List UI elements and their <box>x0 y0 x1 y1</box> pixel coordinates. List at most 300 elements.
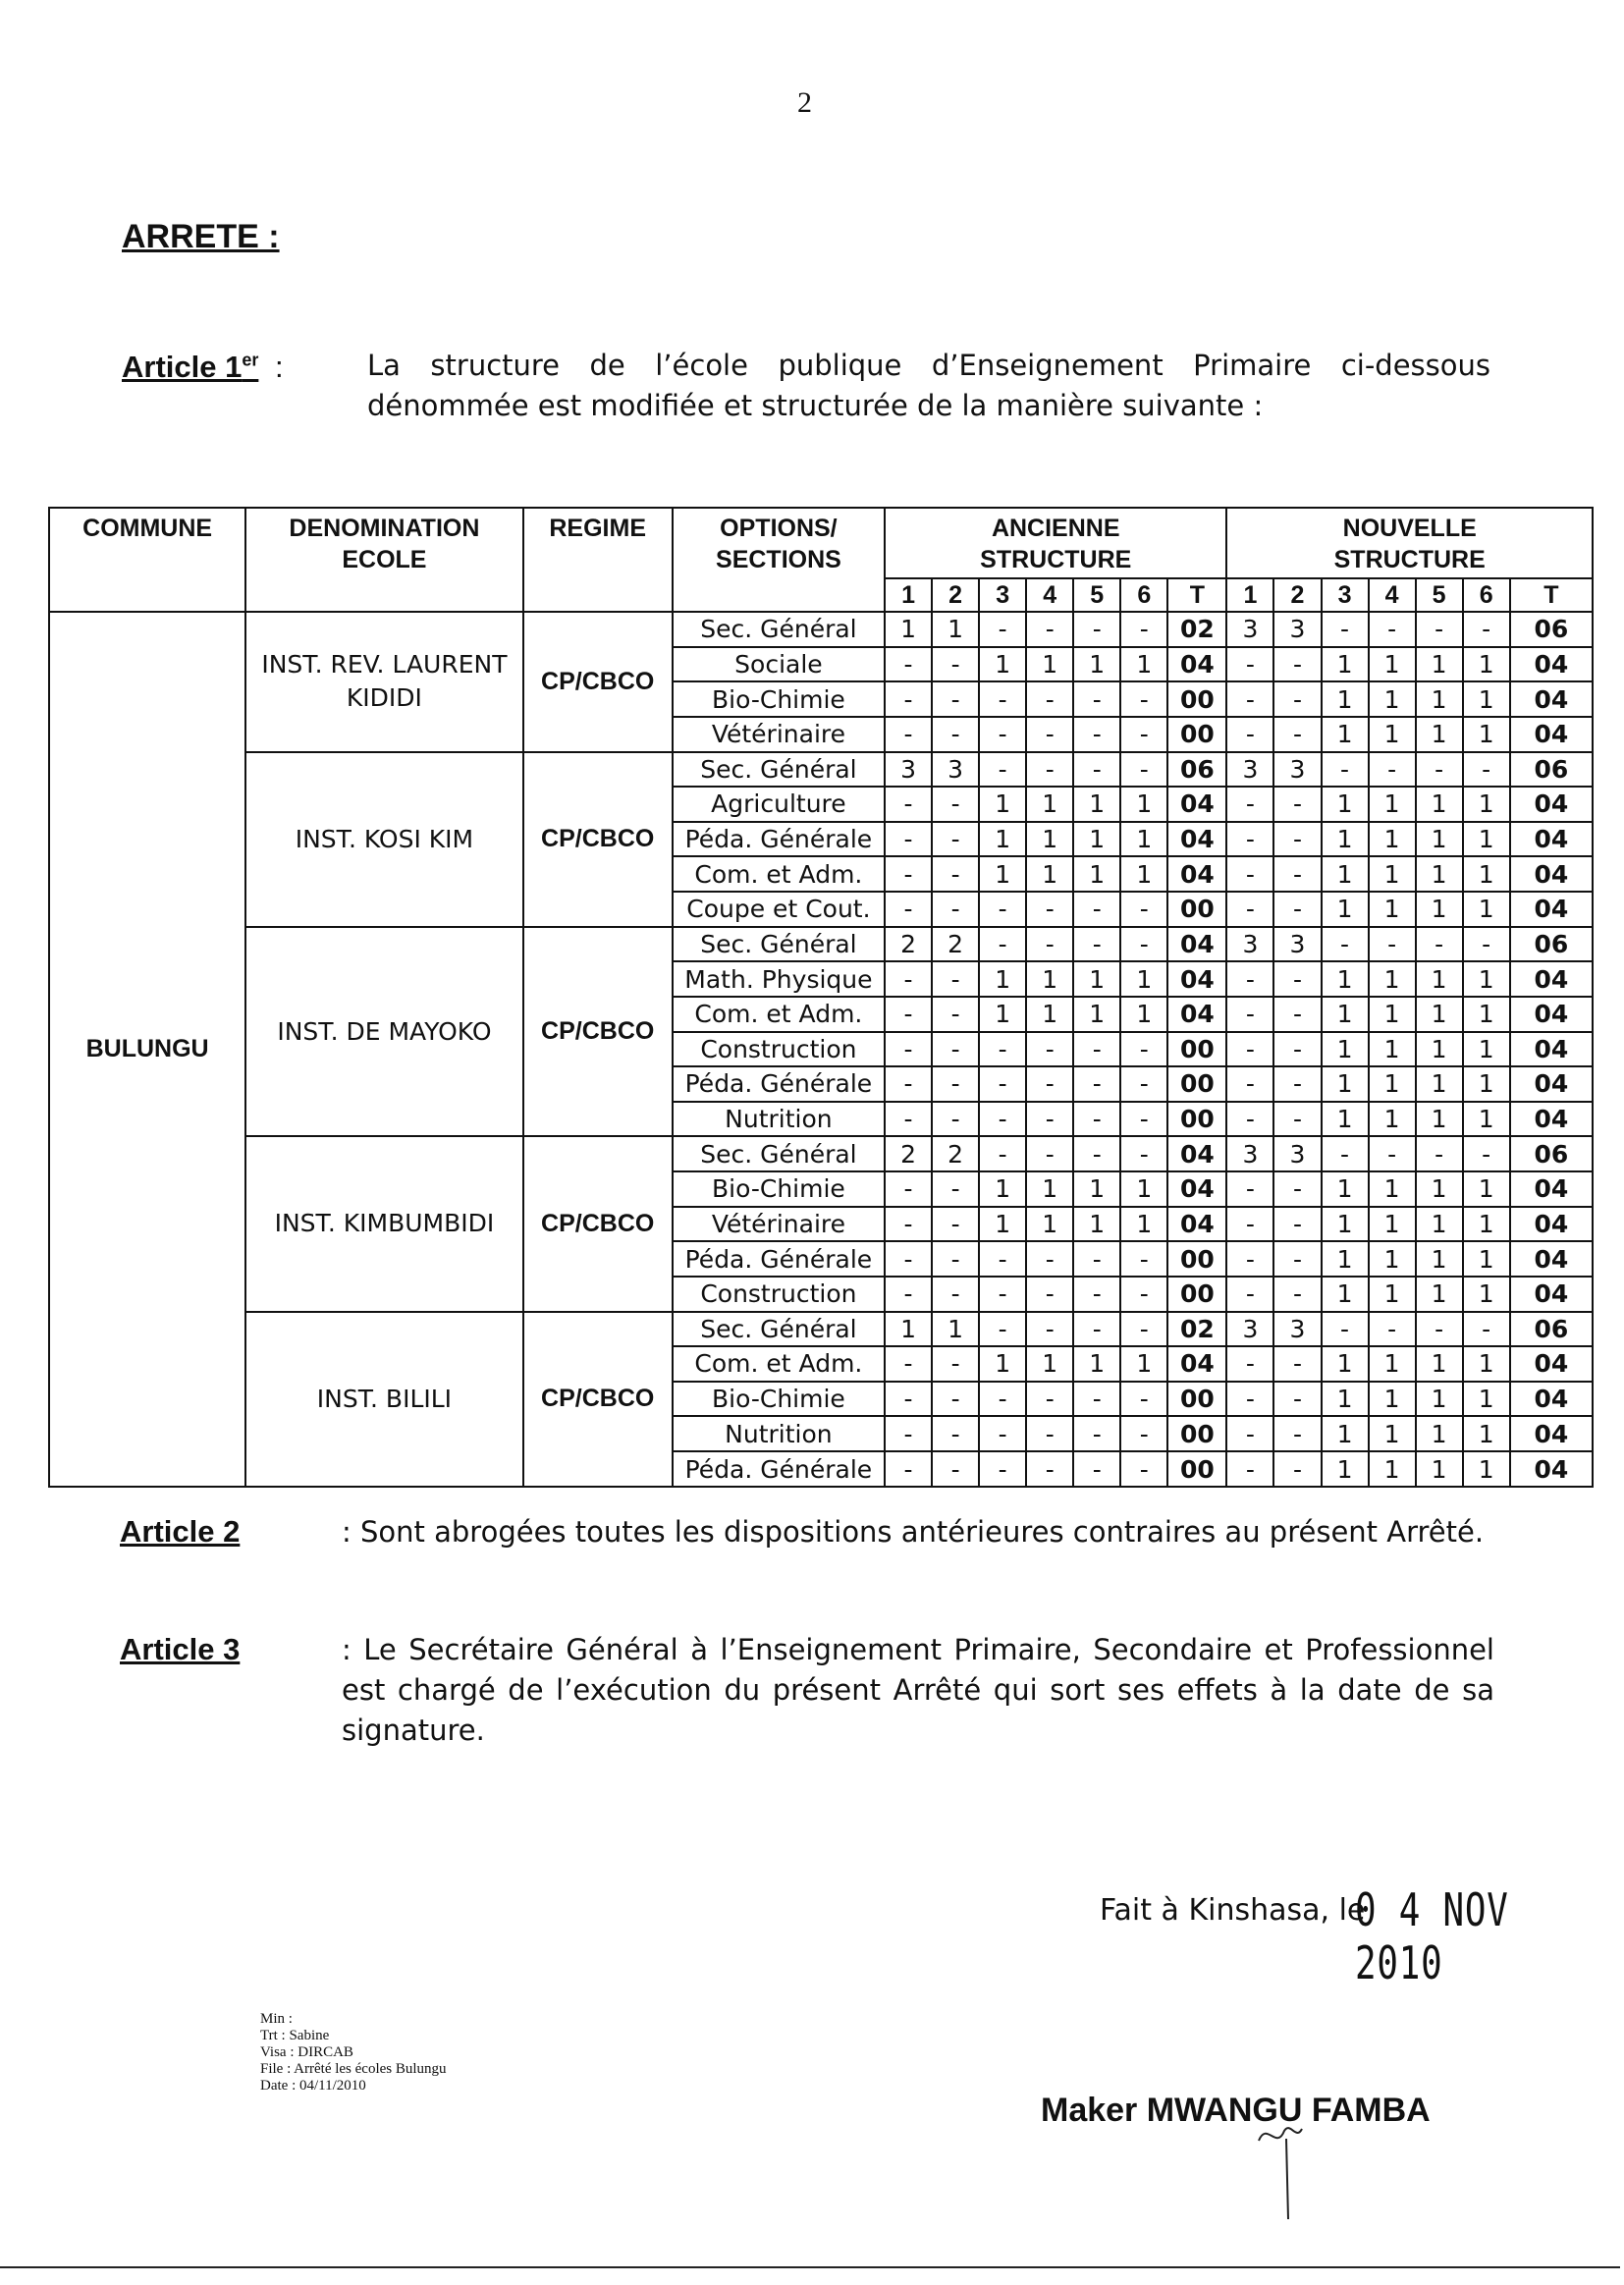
level-cell-old: - <box>885 1346 932 1382</box>
level-cell-new: 1 <box>1416 1382 1463 1417</box>
level-cell-old: - <box>885 1032 932 1067</box>
level-cell-new: 1 <box>1322 822 1369 857</box>
level-cell-old: - <box>1073 1451 1120 1487</box>
level-cell-old: 2 <box>885 927 932 962</box>
level-cell-new: 1 <box>1463 997 1510 1032</box>
level-cell-new: - <box>1416 1312 1463 1347</box>
level-cell-new: 1 <box>1416 1416 1463 1451</box>
level-header-new-t: T <box>1510 578 1593 612</box>
level-cell-old: - <box>885 1171 932 1207</box>
level-cell-old: 1 <box>1026 1171 1073 1207</box>
level-cell-new: 1 <box>1463 856 1510 892</box>
level-cell-old: - <box>1073 927 1120 962</box>
level-cell-new: 3 <box>1273 1312 1321 1347</box>
header-regime: REGIME <box>523 508 673 612</box>
level-cell-new: 1 <box>1369 1207 1416 1242</box>
level-cell-old: - <box>1026 1312 1073 1347</box>
total-cell-old: 00 <box>1167 892 1226 927</box>
level-cell-new: - <box>1273 717 1321 752</box>
level-cell-new: 1 <box>1463 892 1510 927</box>
level-cell-old: 1 <box>1120 1207 1167 1242</box>
level-cell-old: - <box>1120 612 1167 647</box>
level-cell-new: - <box>1226 997 1273 1032</box>
level-header-old-2: 2 <box>932 578 979 612</box>
signer-name: Maker MWANGU FAMBA <box>1041 2092 1431 2129</box>
level-cell-old: 1 <box>1026 856 1073 892</box>
option-cell: Vétérinaire <box>673 1207 885 1242</box>
level-cell-new: 1 <box>1463 1066 1510 1102</box>
total-cell-old: 00 <box>1167 1241 1226 1277</box>
total-cell-new: 04 <box>1510 787 1593 822</box>
level-cell-old: 1 <box>1120 856 1167 892</box>
total-cell-old: 04 <box>1167 1136 1226 1171</box>
level-cell-new: 3 <box>1226 927 1273 962</box>
level-cell-old: - <box>932 997 979 1032</box>
table-row <box>49 1136 1593 1171</box>
file-meta-line: Visa : DIRCAB <box>260 2044 353 2060</box>
level-cell-new: 1 <box>1322 1102 1369 1137</box>
total-cell-old: 00 <box>1167 717 1226 752</box>
level-cell-old: 1 <box>979 997 1026 1032</box>
level-cell-old: 1 <box>1026 647 1073 682</box>
level-header-old-1: 1 <box>885 578 932 612</box>
level-cell-old: - <box>979 1451 1026 1487</box>
level-cell-new: 1 <box>1369 1416 1416 1451</box>
article-3-label <box>120 1632 240 1667</box>
level-cell-new: - <box>1273 997 1321 1032</box>
level-cell-old: - <box>932 892 979 927</box>
total-cell-old: 00 <box>1167 1382 1226 1417</box>
level-cell-old: 2 <box>885 1136 932 1171</box>
level-cell-old: - <box>885 892 932 927</box>
total-cell-old: 04 <box>1167 927 1226 962</box>
level-cell-old: - <box>1120 927 1167 962</box>
level-cell-new: 1 <box>1463 717 1510 752</box>
level-cell-new: 1 <box>1416 856 1463 892</box>
level-cell-new: 1 <box>1369 681 1416 717</box>
level-cell-old: 3 <box>932 752 979 788</box>
level-cell-new: 1 <box>1416 1207 1463 1242</box>
level-cell-new: - <box>1273 787 1321 822</box>
regime-cell: CP/CBCO <box>523 927 673 1137</box>
level-cell-new: 3 <box>1273 1136 1321 1171</box>
total-cell-old: 04 <box>1167 1207 1226 1242</box>
level-cell-old: - <box>1120 1382 1167 1417</box>
level-cell-old: - <box>979 892 1026 927</box>
level-header-old-6: 6 <box>1120 578 1167 612</box>
total-cell-new: 04 <box>1510 1382 1593 1417</box>
level-header-new-6: 6 <box>1463 578 1510 612</box>
option-cell: Construction <box>673 1277 885 1312</box>
level-cell-old: - <box>885 1277 932 1312</box>
school-name-cell: INST. BILILI <box>245 1312 522 1488</box>
level-cell-new: - <box>1369 752 1416 788</box>
level-cell-old: - <box>1120 681 1167 717</box>
level-cell-old: - <box>1026 1451 1073 1487</box>
level-cell-new: - <box>1226 1102 1273 1137</box>
level-cell-old: 1 <box>1073 961 1120 997</box>
level-cell-new: 1 <box>1322 1241 1369 1277</box>
level-cell-old: - <box>885 1451 932 1487</box>
handwritten-signature <box>1247 2111 1326 2229</box>
level-cell-old: 1 <box>1073 1346 1120 1382</box>
article-1-colon: : <box>274 350 284 384</box>
level-cell-new: - <box>1463 1312 1510 1347</box>
level-cell-old: - <box>885 717 932 752</box>
school-name-cell: INST. DE MAYOKO <box>245 927 522 1137</box>
level-cell-new: 1 <box>1369 1382 1416 1417</box>
total-cell-new: 04 <box>1510 822 1593 857</box>
level-cell-old: - <box>1120 1451 1167 1487</box>
total-cell-new: 04 <box>1510 856 1593 892</box>
level-cell-new: - <box>1369 1312 1416 1347</box>
total-cell-old: 04 <box>1167 856 1226 892</box>
level-cell-new: - <box>1273 647 1321 682</box>
level-cell-old: - <box>1073 1416 1120 1451</box>
level-cell-old: - <box>932 787 979 822</box>
level-cell-new: - <box>1273 1451 1321 1487</box>
level-cell-new: 1 <box>1369 997 1416 1032</box>
level-cell-old: - <box>885 961 932 997</box>
level-cell-old: - <box>979 752 1026 788</box>
level-cell-new: - <box>1463 612 1510 647</box>
option-cell: Com. et Adm. <box>673 997 885 1032</box>
level-cell-new: 1 <box>1416 997 1463 1032</box>
total-cell-old: 04 <box>1167 647 1226 682</box>
total-cell-new: 04 <box>1510 1346 1593 1382</box>
level-cell-old: - <box>1026 1241 1073 1277</box>
school-name-cell: INST. KOSI KIM <box>245 752 522 927</box>
level-cell-new: - <box>1273 1346 1321 1382</box>
level-cell-new: - <box>1226 1451 1273 1487</box>
level-cell-old: 2 <box>932 927 979 962</box>
option-cell: Vétérinaire <box>673 717 885 752</box>
level-cell-new: 1 <box>1322 1416 1369 1451</box>
level-cell-old: 1 <box>979 856 1026 892</box>
level-cell-old: - <box>1073 1136 1120 1171</box>
option-cell: Coupe et Cout. <box>673 892 885 927</box>
option-cell: Péda. Générale <box>673 1241 885 1277</box>
option-cell: Péda. Générale <box>673 1066 885 1102</box>
level-cell-new: 1 <box>1416 787 1463 822</box>
level-cell-old: - <box>932 1207 979 1242</box>
level-cell-new: - <box>1273 1171 1321 1207</box>
total-cell-old: 04 <box>1167 1171 1226 1207</box>
total-cell-new: 04 <box>1510 892 1593 927</box>
level-cell-old: - <box>1120 1312 1167 1347</box>
level-header-old-3: 3 <box>979 578 1026 612</box>
level-cell-old: - <box>1026 1382 1073 1417</box>
level-cell-new: 1 <box>1416 892 1463 927</box>
level-cell-old: - <box>1120 1102 1167 1137</box>
school-structure-table <box>48 507 1594 1488</box>
file-meta-line: Min : <box>260 2011 293 2027</box>
level-cell-new: - <box>1369 1136 1416 1171</box>
total-cell-new: 04 <box>1510 997 1593 1032</box>
level-cell-old: - <box>979 1416 1026 1451</box>
option-cell: Agriculture <box>673 787 885 822</box>
level-cell-new: 1 <box>1416 1277 1463 1312</box>
level-cell-old: - <box>1120 1277 1167 1312</box>
level-cell-old: 1 <box>1073 647 1120 682</box>
level-cell-new: - <box>1416 1136 1463 1171</box>
level-cell-old: - <box>1073 717 1120 752</box>
level-cell-new: - <box>1273 681 1321 717</box>
table-row <box>49 752 1593 788</box>
level-cell-new: 1 <box>1463 961 1510 997</box>
level-cell-new: - <box>1226 822 1273 857</box>
option-cell: Sec. Général <box>673 1136 885 1171</box>
total-cell-new: 04 <box>1510 717 1593 752</box>
level-cell-old: - <box>1120 1066 1167 1102</box>
level-cell-old: 1 <box>1073 822 1120 857</box>
level-cell-old: - <box>1026 927 1073 962</box>
level-header-new-3: 3 <box>1322 578 1369 612</box>
level-cell-old: - <box>932 856 979 892</box>
level-cell-new: 3 <box>1273 752 1321 788</box>
level-cell-new: - <box>1226 1032 1273 1067</box>
level-cell-new: 1 <box>1416 681 1463 717</box>
level-cell-old: - <box>1073 1312 1120 1347</box>
option-cell: Sec. Général <box>673 752 885 788</box>
level-header-old-t: T <box>1167 578 1226 612</box>
level-cell-old: - <box>979 1312 1026 1347</box>
option-cell: Sec. Général <box>673 927 885 962</box>
level-cell-new: 1 <box>1322 647 1369 682</box>
level-cell-new: 1 <box>1416 1171 1463 1207</box>
level-cell-new: 1 <box>1369 1241 1416 1277</box>
level-header-old-4: 4 <box>1026 578 1073 612</box>
level-cell-old: 1 <box>885 612 932 647</box>
total-cell-new: 04 <box>1510 647 1593 682</box>
total-cell-old: 06 <box>1167 752 1226 788</box>
level-cell-new: 3 <box>1226 612 1273 647</box>
level-cell-new: 1 <box>1322 1451 1369 1487</box>
level-cell-new: 1 <box>1322 961 1369 997</box>
level-cell-old: 3 <box>885 752 932 788</box>
level-cell-new: 1 <box>1369 1102 1416 1137</box>
level-cell-new: - <box>1273 1416 1321 1451</box>
level-cell-old: 1 <box>1120 997 1167 1032</box>
level-cell-old: - <box>885 1066 932 1102</box>
level-cell-new: 1 <box>1463 822 1510 857</box>
level-cell-old: 1 <box>979 1171 1026 1207</box>
total-cell-new: 04 <box>1510 1032 1593 1067</box>
article-2-text: : Sont abrogées toutes les dispositions antérieures contraires au présent Arrêté. <box>342 1515 1485 1549</box>
level-cell-old: - <box>932 961 979 997</box>
level-cell-new: - <box>1226 1171 1273 1207</box>
level-cell-new: 1 <box>1322 681 1369 717</box>
level-cell-new: 1 <box>1369 856 1416 892</box>
level-cell-old: - <box>1073 1382 1120 1417</box>
file-meta-line: File : Arrêté les écoles Bulungu <box>260 2061 447 2077</box>
level-cell-old: 1 <box>979 787 1026 822</box>
level-cell-new: - <box>1226 647 1273 682</box>
total-cell-new: 06 <box>1510 752 1593 788</box>
level-cell-new: - <box>1369 612 1416 647</box>
level-cell-new: 1 <box>1463 647 1510 682</box>
level-cell-old: - <box>932 647 979 682</box>
level-cell-new: 1 <box>1369 1032 1416 1067</box>
level-cell-old: - <box>885 822 932 857</box>
school-name-cell: INST. REV. LAURENT KIDIDI <box>245 612 522 752</box>
level-cell-new: - <box>1369 927 1416 962</box>
level-cell-new: 1 <box>1322 1346 1369 1382</box>
level-cell-old: 1 <box>979 822 1026 857</box>
total-cell-old: 02 <box>1167 612 1226 647</box>
total-cell-old: 00 <box>1167 1277 1226 1312</box>
option-cell: Construction <box>673 1032 885 1067</box>
article-3-label-text: Article 3 <box>120 1632 241 1666</box>
level-cell-new: - <box>1226 1066 1273 1102</box>
level-cell-new: 3 <box>1226 752 1273 788</box>
level-cell-old: - <box>1120 1241 1167 1277</box>
total-cell-new: 04 <box>1510 1171 1593 1207</box>
level-cell-old: 1 <box>1026 787 1073 822</box>
level-cell-old: - <box>979 1136 1026 1171</box>
level-cell-new: - <box>1226 1241 1273 1277</box>
level-cell-new: - <box>1273 1066 1321 1102</box>
level-cell-new: 1 <box>1463 787 1510 822</box>
level-cell-new: 1 <box>1416 1102 1463 1137</box>
page-number: 2 <box>797 86 812 119</box>
level-cell-new: 3 <box>1226 1136 1273 1171</box>
level-cell-new: - <box>1226 856 1273 892</box>
level-cell-new: 1 <box>1416 1451 1463 1487</box>
level-cell-old: 1 <box>932 612 979 647</box>
level-cell-old: - <box>979 927 1026 962</box>
level-cell-new: 1 <box>1463 1346 1510 1382</box>
total-cell-old: 00 <box>1167 1066 1226 1102</box>
level-cell-new: - <box>1273 822 1321 857</box>
level-cell-old: 1 <box>1073 856 1120 892</box>
article-2-label <box>120 1514 240 1550</box>
level-cell-old: - <box>885 787 932 822</box>
level-cell-old: 1 <box>1120 787 1167 822</box>
level-cell-new: - <box>1273 1207 1321 1242</box>
option-cell: Bio-Chimie <box>673 1382 885 1417</box>
level-cell-old: - <box>979 1382 1026 1417</box>
level-cell-new: 1 <box>1322 1032 1369 1067</box>
header-commune: COMMUNE <box>49 508 245 612</box>
level-cell-new: 3 <box>1273 612 1321 647</box>
option-cell: Com. et Adm. <box>673 1346 885 1382</box>
level-cell-old: - <box>885 681 932 717</box>
level-cell-old: - <box>932 1416 979 1451</box>
total-cell-new: 06 <box>1510 927 1593 962</box>
level-cell-new: 1 <box>1369 961 1416 997</box>
level-cell-new: - <box>1322 752 1369 788</box>
regime-cell: CP/CBCO <box>523 1312 673 1488</box>
level-cell-new: 1 <box>1322 1066 1369 1102</box>
level-cell-old: 1 <box>932 1312 979 1347</box>
total-cell-new: 04 <box>1510 1416 1593 1451</box>
level-cell-old: - <box>885 856 932 892</box>
total-cell-new: 04 <box>1510 1451 1593 1487</box>
total-cell-new: 04 <box>1510 1207 1593 1242</box>
level-cell-new: 1 <box>1369 647 1416 682</box>
level-cell-new: 3 <box>1226 1312 1273 1347</box>
total-cell-new: 04 <box>1510 1066 1593 1102</box>
total-cell-new: 04 <box>1510 961 1593 997</box>
level-cell-new: 1 <box>1416 822 1463 857</box>
level-cell-old: - <box>1120 1416 1167 1451</box>
total-cell-old: 00 <box>1167 1416 1226 1451</box>
level-cell-old: - <box>1073 752 1120 788</box>
level-cell-new: 1 <box>1463 1451 1510 1487</box>
level-cell-old: 1 <box>1073 1207 1120 1242</box>
level-cell-old: 2 <box>932 1136 979 1171</box>
level-cell-new: - <box>1226 1277 1273 1312</box>
header-ancienne-structure: ANCIENNE STRUCTURE <box>885 508 1226 578</box>
level-cell-old: - <box>932 1032 979 1067</box>
level-cell-old: - <box>1026 612 1073 647</box>
level-cell-old: 1 <box>1120 1346 1167 1382</box>
date-stamp: 0 4 NOV 2010 <box>1355 1883 1509 1989</box>
option-cell: Nutrition <box>673 1102 885 1137</box>
level-cell-old: - <box>885 1241 932 1277</box>
level-cell-new: - <box>1416 752 1463 788</box>
school-name-cell: INST. KIMBUMBIDI <box>245 1136 522 1311</box>
level-cell-new: - <box>1273 892 1321 927</box>
level-cell-old: - <box>932 1346 979 1382</box>
level-cell-old: 1 <box>1120 961 1167 997</box>
level-cell-new: 1 <box>1369 1277 1416 1312</box>
level-cell-new: 1 <box>1369 892 1416 927</box>
total-cell-new: 06 <box>1510 1136 1593 1171</box>
header-nouvelle-structure: NOUVELLE STRUCTURE <box>1226 508 1593 578</box>
file-meta-line: Trt : Sabine <box>260 2028 330 2043</box>
level-header-old-5: 5 <box>1073 578 1120 612</box>
total-cell-new: 06 <box>1510 612 1593 647</box>
total-cell-old: 00 <box>1167 1451 1226 1487</box>
table-row <box>49 927 1593 962</box>
header-options: OPTIONS/ SECTIONS <box>673 508 885 612</box>
level-cell-new: - <box>1463 752 1510 788</box>
level-cell-new: 1 <box>1416 647 1463 682</box>
level-cell-old: - <box>885 1102 932 1137</box>
level-cell-new: 1 <box>1369 1171 1416 1207</box>
level-cell-new: - <box>1273 856 1321 892</box>
level-cell-new: - <box>1273 1277 1321 1312</box>
level-cell-new: 1 <box>1322 1277 1369 1312</box>
level-cell-old: - <box>885 1416 932 1451</box>
level-cell-new: - <box>1416 612 1463 647</box>
option-cell: Sociale <box>673 647 885 682</box>
file-meta-block <box>260 2011 447 2095</box>
level-cell-old: 1 <box>1073 1171 1120 1207</box>
total-cell-new: 04 <box>1510 1102 1593 1137</box>
level-cell-old: 1 <box>1026 997 1073 1032</box>
level-cell-old: - <box>979 1241 1026 1277</box>
level-cell-new: - <box>1273 1241 1321 1277</box>
level-cell-old: - <box>1026 1277 1073 1312</box>
level-cell-new: 1 <box>1463 1102 1510 1137</box>
level-cell-old: 1 <box>1073 787 1120 822</box>
level-header-new-4: 4 <box>1369 578 1416 612</box>
level-cell-new: - <box>1226 717 1273 752</box>
total-cell-old: 00 <box>1167 1102 1226 1137</box>
level-cell-old: - <box>932 1241 979 1277</box>
level-cell-old: - <box>1073 1066 1120 1102</box>
level-cell-new: - <box>1322 1312 1369 1347</box>
level-cell-new: 1 <box>1416 1346 1463 1382</box>
level-cell-old: - <box>979 1277 1026 1312</box>
level-cell-old: 1 <box>1073 997 1120 1032</box>
level-cell-new: 1 <box>1416 1032 1463 1067</box>
level-cell-new: - <box>1226 1346 1273 1382</box>
level-cell-new: 1 <box>1322 787 1369 822</box>
